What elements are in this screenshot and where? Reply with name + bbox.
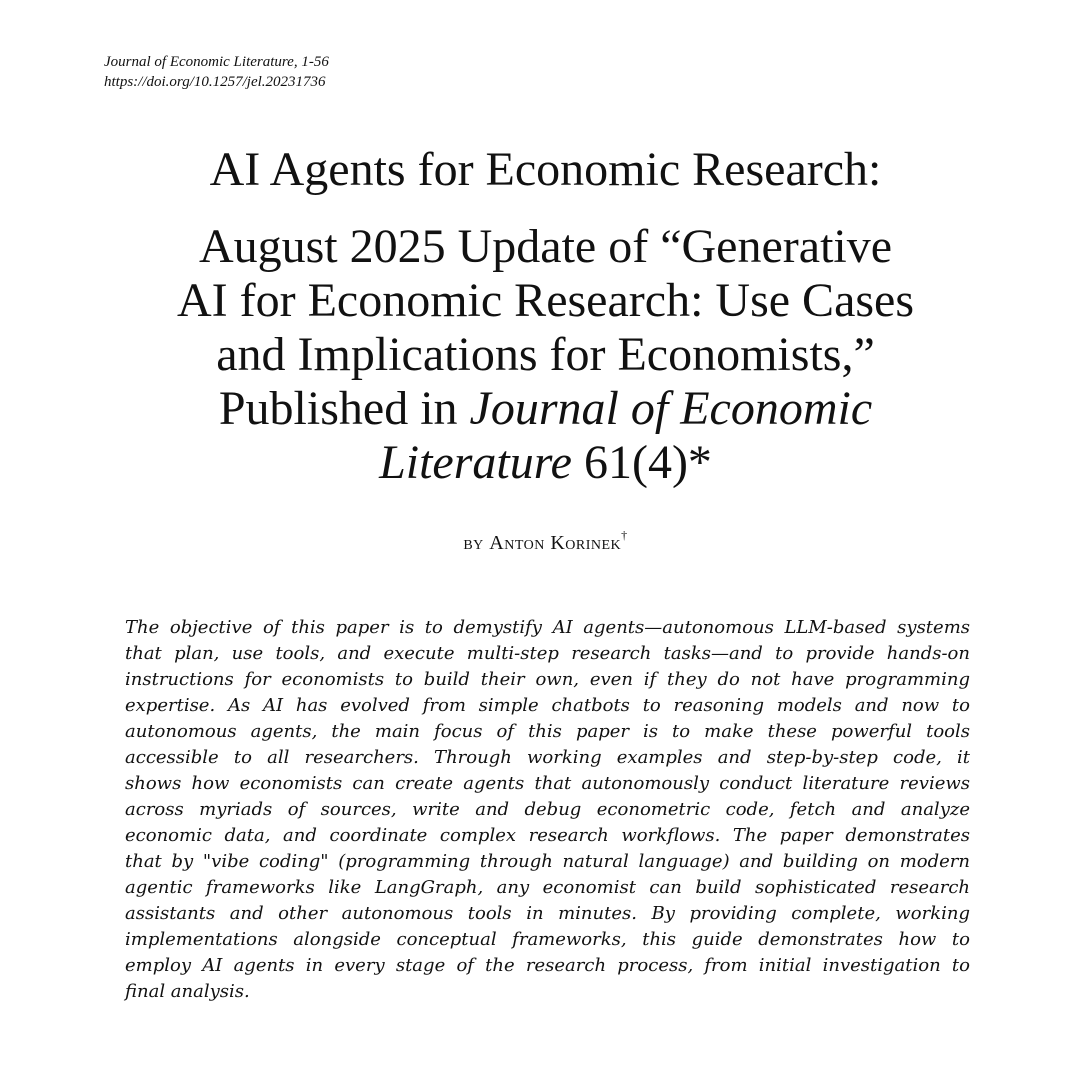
abstract [125,615,970,1005]
abstract-line: final analysis. [125,981,250,1002]
doi-link[interactable]: https://doi.org/10.1257/jel.20231736 [104,74,326,90]
abstract-line: shows how economists can create agents that autonomously conduct literature reviews [125,773,970,794]
subtitle-line: August 2025 Update of “Generative [198,220,893,273]
abstract-line: accessible to all researchers. Through working examples and step-by-step code, it [125,747,970,768]
abstract-line: The objective of this paper is to demystify AI agents—autonomous LLM-based systems [125,617,970,638]
abstract-line: that by "vibe coding" (programming through natural language) and building on modern [125,851,970,872]
subtitle-line: and Implications for Economists,” [216,328,875,381]
author-name: Anton Korinek [489,532,622,554]
abstract-line: implementations alongside conceptual frameworks, this guide demonstrates how to [125,929,970,950]
journal-name-part2: Literature [379,436,572,489]
abstract-line: economic data, and coordinate complex research workflows. The paper demonstrates [125,825,970,846]
abstract-line: instructions for economists to build their own, even if they do not have programming [125,669,970,690]
journal-citation: Journal of Economic Literature, 1-56 [104,54,329,70]
abstract-line: that plan, use tools, and execute multi-step research tasks—and to provide hands-on [125,643,970,664]
abstract-line: autonomous agents, the main focus of this paper is to make these powerful tools [125,721,970,742]
author-footnote-mark: † [621,528,628,542]
journal-name-part1: Journal of Economic [469,382,873,435]
volume-issue: 61(4)* [571,436,712,489]
published-prefix: Published in [218,382,470,435]
byline-prefix: by [463,532,484,554]
journal-header [104,52,329,92]
abstract-line: employ AI agents in every stage of the research process, from initial investigation to [125,955,970,976]
abstract-line: assistants and other autonomous tools in minutes. By providing complete, working [125,903,970,924]
subtitle-line-volume [40,436,1051,490]
abstract-line: agentic frameworks like LangGraph, any economist can build sophisticated research [125,877,970,898]
abstract-line: expertise. As AI has evolved from simple chatbots to reasoning models and now to [125,695,970,716]
paper-title: AI Agents for Economic Research: [209,143,882,196]
subtitle-line-published [40,382,1051,436]
author-byline [40,528,1051,555]
subtitle-line: AI for Economic Research: Use Cases [176,274,915,327]
paper-subtitle [40,220,1051,490]
abstract-line: across myriads of sources, write and debug econometric code, fetch and analyze [125,799,970,820]
